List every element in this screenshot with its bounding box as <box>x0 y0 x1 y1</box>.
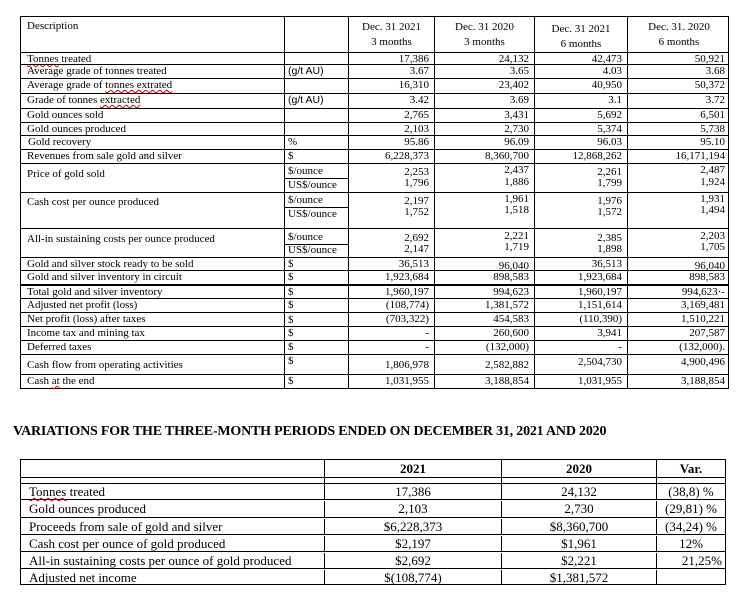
cell-2021: 17,386 <box>324 484 501 499</box>
header-col-3: Dec. 31 2021 6 months <box>534 17 627 52</box>
cell-var: (29,81) % <box>656 501 725 517</box>
unit-cad: $/ounce <box>288 231 323 243</box>
row-label: Cash flow from operating activities <box>27 359 183 371</box>
row-label-rest: the end <box>59 375 95 387</box>
row-label: Adjusted net profit (loss) <box>27 299 138 311</box>
cell-value: (110,390) <box>534 313 627 326</box>
cell-value: 2,692 2,147 <box>348 229 434 257</box>
cell-2021: $2,692 <box>324 553 501 568</box>
table-row <box>21 64 728 78</box>
row-label-misspelled: at <box>51 375 60 387</box>
row-label: Tonnes <box>27 53 59 65</box>
table-row <box>21 374 728 388</box>
row-label-start: Grade of tonnes <box>27 94 101 106</box>
cell-value: 454,583 <box>434 313 534 326</box>
table-row <box>21 484 725 500</box>
cell-value: (132,000). <box>627 341 730 354</box>
cell-value: 95.86 <box>348 136 434 149</box>
cell-value: 12,868,262 <box>534 150 627 163</box>
cell-2020: $2,221 <box>501 553 656 568</box>
cell-value: 1,931 1,494 <box>627 193 730 228</box>
table-row <box>21 257 728 270</box>
cell-value: 40,950 <box>534 79 627 93</box>
variations-table <box>20 459 726 585</box>
cell-value: 1,960,197 <box>348 286 434 298</box>
row-label: Gold ounces produced <box>27 123 126 135</box>
cell-value: 2,437 1,886 <box>434 164 534 192</box>
table-row <box>21 163 728 192</box>
row-label-rest: treated <box>58 53 92 65</box>
table-row <box>21 108 728 122</box>
cell-value: 4.03 <box>534 65 627 78</box>
operating-results-table <box>20 16 729 389</box>
cell-value: 5,738 <box>627 123 730 135</box>
cell-value: 23,402 <box>434 79 534 93</box>
row-label: Net profit (loss) after taxes <box>27 313 146 325</box>
row-label: Deferred taxes <box>27 341 92 353</box>
cell-value: 898,583 <box>434 271 534 284</box>
cell-value: 2,103 <box>348 123 434 135</box>
row-label-rest: treated <box>66 484 105 499</box>
cell-value: 3.68 <box>627 65 730 78</box>
cell-2021: $2,197 <box>324 536 501 551</box>
table-row <box>21 312 728 326</box>
table-row <box>21 553 725 569</box>
unit-usd: US$/ounce <box>288 208 337 220</box>
table-row <box>21 93 728 108</box>
row-unit: $ <box>284 286 348 298</box>
row-unit: $ <box>284 299 348 312</box>
row-label <box>21 79 284 93</box>
row-label: Cash cost per ounce produced <box>27 196 159 208</box>
cell-value: 1,923,684 <box>534 271 627 284</box>
unit-usd: US$/ounce <box>288 179 337 191</box>
cell-value: 3,188,854 <box>434 375 534 388</box>
row-unit: $ <box>284 258 348 270</box>
row-unit <box>284 164 348 192</box>
cell-value: 5,692 <box>534 109 627 122</box>
cell-value: 3,431 <box>434 109 534 122</box>
cell-2021: $6,228,373 <box>324 519 501 534</box>
cell-value: 95.10 <box>627 136 730 149</box>
cell-value: (703,322) <box>348 313 434 326</box>
cell-value: 994,623 <box>434 286 534 298</box>
cell-var: (38,8) % <box>656 484 725 499</box>
cell-value: 1,031,955 <box>348 375 434 388</box>
cell-value: 6,501 <box>627 109 730 122</box>
cell-value: 3.67 <box>348 65 434 78</box>
cell-2020: $1,381,572 <box>501 570 656 584</box>
cell-value: 1,976 1,572 <box>534 193 627 228</box>
cell-value: 36,513 <box>348 258 434 270</box>
cell-value: 898,583 <box>627 271 730 284</box>
table-row <box>21 122 728 135</box>
cell-value: 36,513 <box>534 258 627 270</box>
cell-value: 24,132 <box>434 53 534 64</box>
cell-value: 260,600 <box>434 327 534 340</box>
cell-2020: $1,961 <box>501 536 656 551</box>
cell-value: 1,151,614 <box>534 299 627 312</box>
cell-value: 4,900,496 <box>627 355 730 374</box>
cell-2020: 2,730 <box>501 501 656 517</box>
row-label: Cash cost per ounce of gold produced <box>29 536 226 551</box>
cell-value: 3.42 <box>348 94 434 108</box>
table-row <box>21 78 728 93</box>
row-unit <box>284 109 348 122</box>
row-label-misspelled: extracted <box>100 94 141 106</box>
header-col-1: Dec. 31 2021 3 months <box>348 17 434 52</box>
cell-value: 96,040 <box>434 258 534 270</box>
row-unit: (g/t AU) <box>284 94 348 108</box>
cell-value: 16,310 <box>348 79 434 93</box>
row-unit <box>284 123 348 135</box>
cell-value: 2,504,730 <box>534 355 627 374</box>
row-label <box>21 94 284 108</box>
cell-value: 1,806,978 <box>348 355 434 374</box>
cell-value: 96,040 <box>627 258 730 270</box>
table-header-row <box>21 460 725 477</box>
table-row <box>21 340 728 354</box>
cell-value: 3,169,481 <box>627 299 730 312</box>
cell-value: 3.72 <box>627 94 730 108</box>
cell-value: 3.1 <box>534 94 627 108</box>
table-row <box>21 536 725 552</box>
row-unit: $ <box>284 355 348 374</box>
cell-value: 5,374 <box>534 123 627 135</box>
row-label-misspelled: tonnes extrated <box>105 79 173 91</box>
row-unit: $ <box>284 150 348 163</box>
row-label-start: Average grade of <box>27 79 106 91</box>
unit-cad: $/ounce <box>288 194 323 206</box>
table-row <box>21 501 725 518</box>
unit-cad: $/ounce <box>288 165 323 177</box>
cell-value: 3.69 <box>434 94 534 108</box>
cell-value: (132,000) <box>434 341 534 354</box>
cell-value: 2,487 1,924 <box>627 164 730 192</box>
cell-value: 994,623·- <box>627 286 730 298</box>
table-row <box>21 149 728 163</box>
table-header-row <box>21 17 728 52</box>
row-unit: $ <box>284 375 348 388</box>
row-label <box>21 375 284 388</box>
cell-value: 1,961 1,518 <box>434 193 534 228</box>
row-label <box>21 484 324 499</box>
section-title: VARIATIONS FOR THE THREE-MONTH PERIODS ENDED ON DECEMBER 31, 2021 AND 2020 <box>13 424 607 439</box>
cell-value: 2,203 1,705 <box>627 229 730 257</box>
cell-value: 3.65 <box>434 65 534 78</box>
header-var: Var. <box>656 460 725 477</box>
cell-2020: $8,360,700 <box>501 519 656 534</box>
row-label: Price of gold sold <box>27 168 105 180</box>
cell-value: 96.09 <box>434 136 534 149</box>
row-label: Gold and silver inventory in circuit <box>27 271 182 283</box>
row-unit <box>284 79 348 93</box>
row-unit <box>284 193 348 228</box>
header-col-2: Dec. 31 2020 3 months <box>434 17 534 52</box>
unit-usd: US$/ounce <box>288 244 337 256</box>
cell-var: 21,25% <box>656 553 725 568</box>
row-unit: $ <box>284 327 348 340</box>
cell-var <box>656 570 725 584</box>
cell-value: 2,221 1,719 <box>434 229 534 257</box>
header-unit <box>284 17 348 52</box>
cell-value: 96.03 <box>534 136 627 149</box>
cell-value: 2,253 1,796 <box>348 164 434 192</box>
row-label: Income tax and mining tax <box>27 327 145 339</box>
table-row <box>21 570 725 584</box>
table-row <box>21 135 728 149</box>
cell-value: 3,188,854 <box>627 375 730 388</box>
cell-value: 1,960,197 <box>534 286 627 298</box>
cell-value: 2,385 1,898 <box>534 229 627 257</box>
cell-value: 1,510,221 <box>627 313 730 326</box>
table-row <box>21 284 728 298</box>
row-label: Proceeds from sale of gold and silver <box>29 519 223 534</box>
row-label: Gold and silver stock ready to be sold <box>27 258 194 270</box>
cell-var: 12% <box>656 536 725 551</box>
row-label: Gold ounces produced <box>29 501 146 516</box>
row-label: Adjusted net income <box>29 570 137 585</box>
row-unit <box>284 229 348 257</box>
header-2020: 2020 <box>501 460 656 477</box>
cell-value: 1,381,572 <box>434 299 534 312</box>
cell-value: 2,582,882 <box>434 355 534 374</box>
row-label: Gold ounces sold <box>27 109 104 121</box>
row-label-misspelled: Tonnes <box>29 484 67 499</box>
cell-value: 50,372 <box>627 79 730 93</box>
row-label: All-in sustaining costs per ounce of gold produced <box>29 553 292 568</box>
row-unit: (g/t AU) <box>284 65 348 78</box>
header-col-4: Dec. 31. 2020 6 months <box>627 17 730 52</box>
cell-value: 3,941 <box>534 327 627 340</box>
row-label: Revenues from sale gold and silver <box>27 150 182 162</box>
row-unit <box>284 53 348 64</box>
row-unit: $ <box>284 313 348 326</box>
table-row <box>21 270 728 284</box>
cell-value: - <box>348 327 434 340</box>
table-row <box>21 354 728 374</box>
cell-2021: $(108,774) <box>324 570 501 584</box>
row-label: Total gold and silver inventory <box>27 286 163 298</box>
row-unit: $ <box>284 271 348 284</box>
cell-2021: 2,103 <box>324 501 501 517</box>
table-row <box>21 298 728 312</box>
cell-value: 17,386 <box>348 53 434 64</box>
row-unit: $ <box>284 341 348 354</box>
cell-value: 6,228,373 <box>348 150 434 163</box>
row-label: All-in sustaining costs per ounce produced <box>27 233 215 245</box>
header-label <box>21 460 324 477</box>
cell-value: 2,730 <box>434 123 534 135</box>
row-label: Gold recovery <box>28 136 92 148</box>
table-row <box>21 192 728 228</box>
row-label: Average grade of tonnes treated <box>27 65 167 77</box>
row-label-start: Cash <box>27 375 52 387</box>
cell-value: 1,031,955 <box>534 375 627 388</box>
header-2021: 2021 <box>324 460 501 477</box>
cell-value: - <box>348 341 434 354</box>
cell-var: (34,24) % <box>656 519 725 534</box>
header-description: Description <box>27 20 79 32</box>
cell-value: 8,360,700 <box>434 150 534 163</box>
table-row <box>21 52 728 64</box>
cell-value: 2,197 1,752 <box>348 193 434 228</box>
cell-value: 2,261 1,799 <box>534 164 627 192</box>
cell-value: - <box>534 341 627 354</box>
cell-value: 50,921 <box>627 53 730 64</box>
table-row <box>21 228 728 257</box>
row-unit: % <box>284 136 348 149</box>
table-row <box>21 326 728 340</box>
cell-value: 16,171,194 <box>627 150 730 163</box>
cell-value: 1,923,684 <box>348 271 434 284</box>
cell-value: 207,587 <box>627 327 730 340</box>
cell-value: 42,473 <box>534 53 627 64</box>
cell-value: 2,765 <box>348 109 434 122</box>
cell-value: (108,774) <box>348 299 434 312</box>
table-row <box>21 519 725 535</box>
cell-2020: 24,132 <box>501 484 656 499</box>
